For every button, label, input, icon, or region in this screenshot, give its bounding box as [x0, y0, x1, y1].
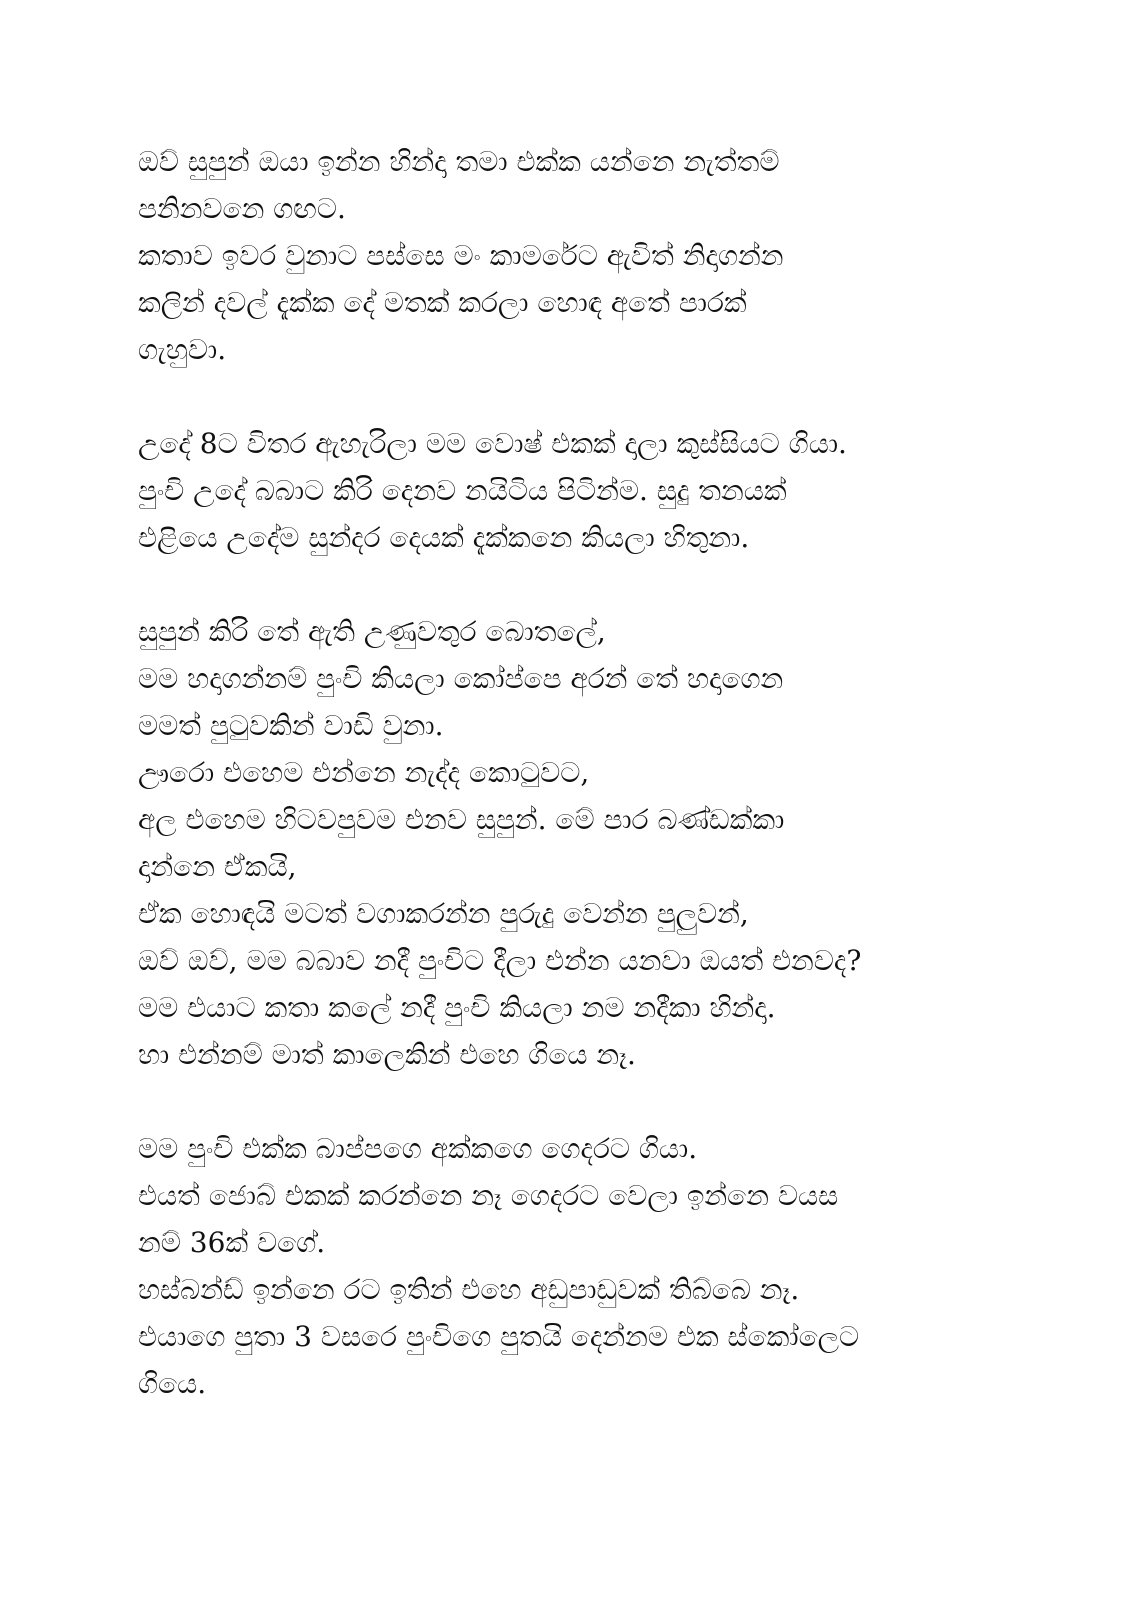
- paragraph: [138, 420, 1038, 561]
- text-line: මම හදාගන්නම් පුංචි කියලා කෝප්පෙ අරන් තේ හදාගෙන: [138, 662, 784, 695]
- text-line: දාන්නෙ ඒකයි,: [138, 850, 297, 883]
- text-line: උදේ 8ට විතර ඇහැරිලා මම වොෂ් එකක් දාලා කුස්සියට ගියා.: [138, 427, 847, 460]
- text-line: ගියෙ.: [138, 1367, 207, 1400]
- text-line: ඔව් ඔව්, මම බබාව නදී පුංචිට දීලා එන්න යනවා ඔයත් එනවද?: [138, 944, 862, 977]
- paragraph-spacer: [138, 373, 1038, 420]
- text-line: සුපුන් කිරි තේ ඇති උණුවතුර බොතලේ,: [138, 615, 606, 648]
- paragraph: [138, 1125, 1038, 1407]
- paragraph: [138, 608, 1038, 1078]
- text-line: නම් 36ක් වගේ.: [138, 1226, 326, 1259]
- text-line: ඔව් සුපුන් ඔයා ඉන්න හින්දා තමා එක්ක යන්නෙ නැත්තම්: [138, 145, 780, 178]
- text-line: පුංචි උදේ බබාට කිරි දෙනව නයිටිය පිටින්ම. සුදු තනයක්: [138, 474, 787, 507]
- text-line: පනිනවනෙ ගඟට.: [138, 192, 346, 225]
- text-line: ඌරො එහෙම එන්නෙ නැද්ද කොටුවට,: [138, 756, 590, 789]
- paragraph-spacer: [138, 1078, 1038, 1125]
- text-line: එයත් ජොබ් එකක් කරන්නෙ නෑ ගෙදරට වෙලා ඉන්නෙ වයස: [138, 1179, 839, 1212]
- text-line: එයාගෙ පුතා 3 වසරෙ පුංචිගෙ පුතයි දෙන්නම එක ස්කෝලෙට: [138, 1320, 860, 1353]
- paragraph: [138, 138, 1038, 373]
- document-body: [138, 138, 1038, 1407]
- text-line: කතාව ඉවර වුනාට පස්සෙ මං කාමරේට ඇවිත් නිදාගන්න: [138, 239, 784, 272]
- text-line: මම පුංචි එක්ක බාප්පගෙ අක්කගෙ ගෙදරට ගියා.: [138, 1132, 698, 1165]
- text-line: හා එන්නම් මාත් කාලෙකින් එහෙ ගියෙ නෑ.: [138, 1038, 636, 1071]
- text-line: මම එයාට කතා කලේ නදී පුංචි කියලා නම නදීකා හින්දා.: [138, 991, 776, 1024]
- text-line: මමත් පුටුවකින් වාඩි වුනා.: [138, 709, 444, 742]
- text-line: හස්බන්ඩ් ඉන්නෙ රට ඉතින් එහෙ අඩුපාඩුවක් තිබ්බෙ නෑ.: [138, 1273, 800, 1306]
- text-line: කලින් දවල් දැක්ක දේ මතක් කරලා හොඳ අතේ පාරක්: [138, 286, 747, 319]
- paragraph-spacer: [138, 561, 1038, 608]
- text-line: අල එහෙම හිටවපුවම එනව සුපුන්. මේ පාර බණ්ඩක්කා: [138, 803, 785, 836]
- text-line: ගැහුවා.: [138, 333, 227, 366]
- text-line: ඒක හොඳයි මටත් වගාකරන්න පුරුදු වෙන්න පුලුවන්,: [138, 897, 749, 930]
- text-line: එළියෙ උදේම සුන්දර දෙයක් දැක්කනෙ කියලා හිතුනා.: [138, 521, 750, 554]
